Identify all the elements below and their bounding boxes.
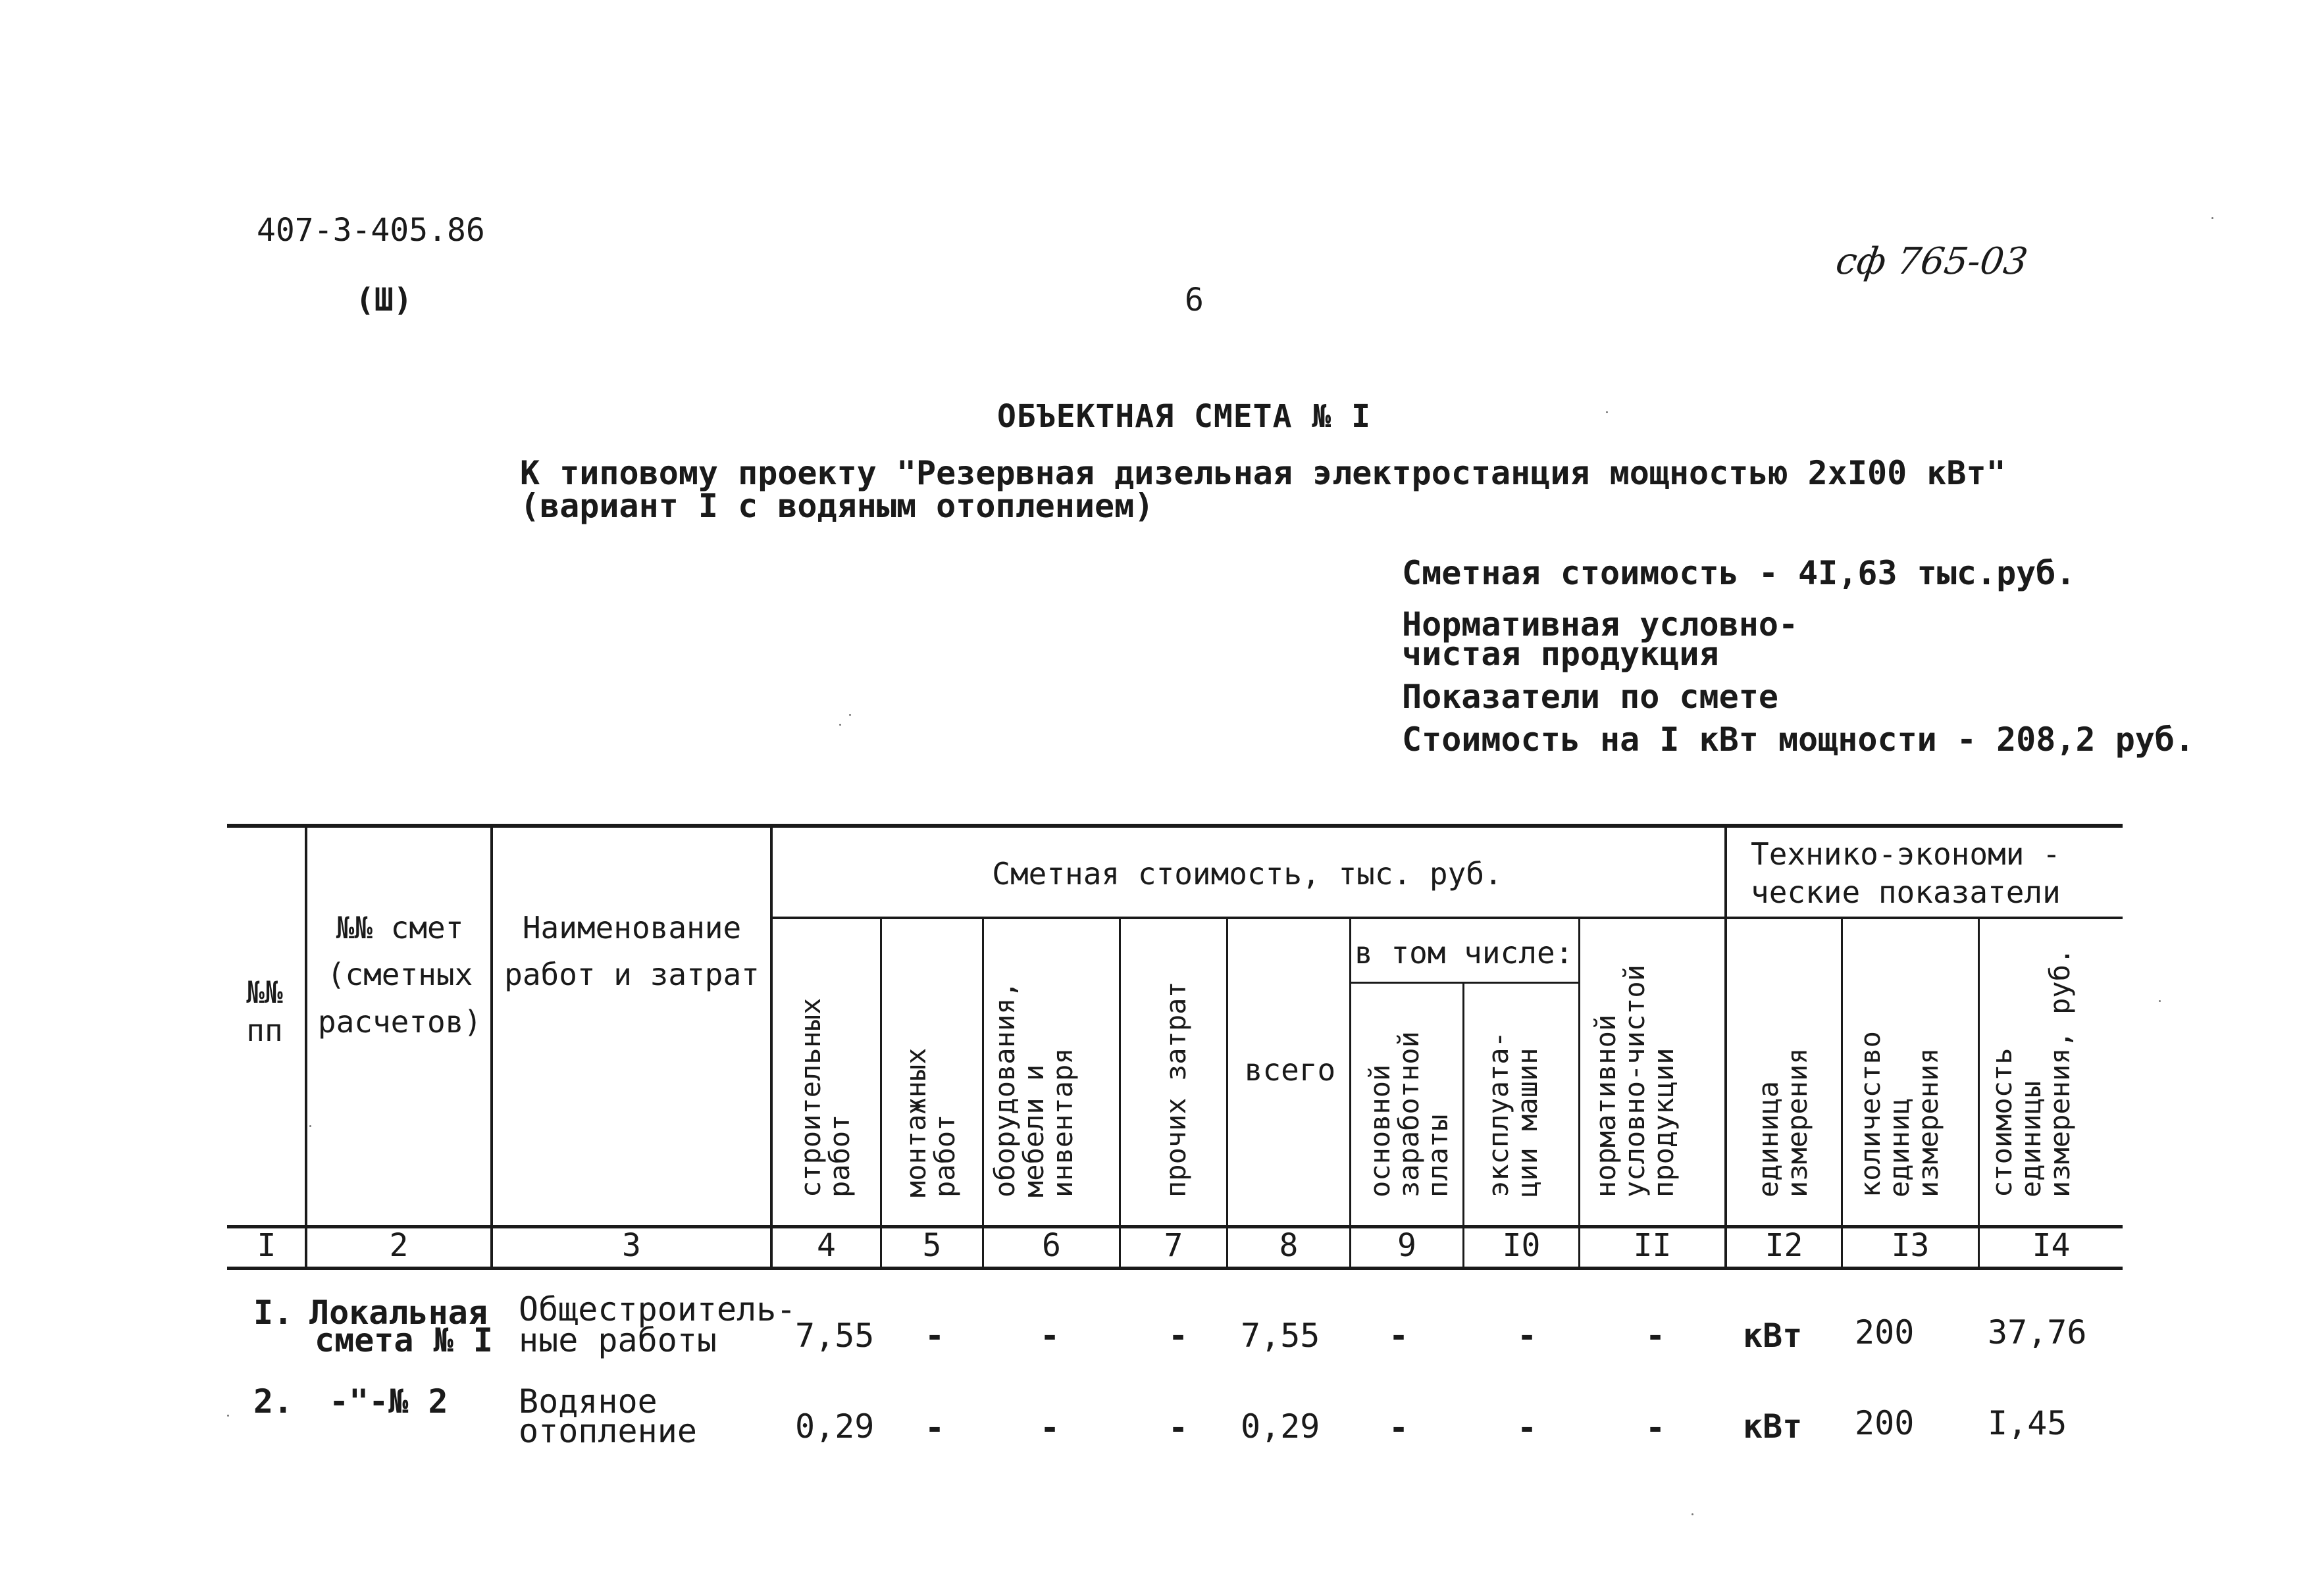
document-title: ОБЪЕКТНАЯ СМЕТА № I: [997, 398, 1372, 435]
equipment-cost: -: [1040, 1409, 1060, 1447]
installation-cost: -: [925, 1409, 945, 1447]
unit-cost: 37,76: [1988, 1313, 2087, 1351]
col-divider: [1578, 918, 1580, 1269]
construction-cost: 7,55: [795, 1317, 875, 1355]
total-cost: 0,29: [1241, 1407, 1320, 1446]
col-divider: [1462, 982, 1464, 1269]
other-cost: -: [1168, 1317, 1189, 1355]
document-code: 407-3-405.86: [257, 212, 485, 249]
col-divider: [1724, 824, 1727, 1269]
unit: кВт: [1743, 1407, 1803, 1446]
header-machine-operation: эксплуата- ции машин: [1482, 1031, 1544, 1198]
header-tech-econ-group: Технико-экономи - ческие показатели: [1751, 836, 2061, 910]
scan-speck: [1606, 411, 1608, 413]
column-number: I4: [2032, 1227, 2071, 1264]
installation-cost: -: [925, 1317, 945, 1355]
col-divider: [1841, 918, 1843, 1269]
machine-operation: -: [1517, 1317, 1537, 1355]
row-number: 2.: [253, 1382, 294, 1421]
header-unit: единица измерения: [1752, 1047, 1814, 1198]
unit-count: 200: [1855, 1404, 1915, 1442]
subtitle-line-1: К типовому проекту "Резервная дизельная электростанция мощностью 2хI00 кВт": [520, 454, 2006, 492]
scan-speck: [2159, 1000, 2161, 1002]
col-divider: [1978, 918, 1980, 1269]
header-construction-works: строительных работ: [794, 997, 856, 1198]
estimated-cost: Сметная стоимость - 4I,63 тыс.руб.: [1402, 554, 2076, 592]
normative-product-line-2: чистая продукция: [1402, 635, 1719, 673]
column-number: 7: [1164, 1227, 1183, 1264]
estimate-ref-line-1: Локальная: [309, 1294, 488, 1332]
cost-per-kw: Стоимость на I кВт мощности - 208,2 руб.: [1402, 720, 2195, 759]
col-divider: [1226, 918, 1228, 1269]
column-number: I0: [1502, 1227, 1541, 1264]
indicators-label: Показатели по смете: [1402, 678, 1778, 716]
row-number: I.: [253, 1294, 294, 1332]
column-number: 2: [389, 1227, 409, 1264]
handwritten-code: сф 765-03: [1833, 240, 2030, 283]
scan-speck: [839, 724, 841, 726]
unit: кВт: [1743, 1317, 1803, 1355]
estimate-ref-line-2: смета № I: [315, 1321, 493, 1359]
col-divider: [1349, 918, 1351, 1269]
subtitle-line-2: (вариант I с водяным отоплением): [520, 487, 1154, 525]
machine-operation: -: [1517, 1409, 1537, 1447]
estimate-ref-line-1: -"-№ 2: [329, 1382, 448, 1421]
group-header-rule: [771, 917, 2123, 919]
header-work-name: Наименование работ и затрат: [504, 910, 760, 993]
construction-cost: 0,29: [795, 1407, 875, 1446]
unit-count: 200: [1855, 1313, 1915, 1351]
column-number: I2: [1765, 1227, 1803, 1264]
other-cost: -: [1168, 1409, 1189, 1447]
header-unit-count: количество единиц измерения: [1854, 1031, 1945, 1198]
scan-speck: [227, 1415, 229, 1417]
header-normative-product: нормативной условно-чистой продукции: [1589, 964, 1680, 1198]
col-divider: [305, 824, 307, 1269]
work-name-line-2: отопление: [519, 1412, 697, 1450]
numbers-bottom-rule: [227, 1267, 2123, 1270]
column-number: I3: [1891, 1227, 1930, 1264]
col-divider: [1119, 918, 1121, 1269]
work-name-line-1: Общестроитель-: [519, 1290, 796, 1328]
header-base-salary: основной заработной платы: [1364, 1031, 1455, 1198]
base-salary: -: [1389, 1317, 1409, 1355]
scan-speck: [309, 1125, 311, 1127]
column-number: 6: [1042, 1227, 1061, 1264]
column-number: 3: [622, 1227, 641, 1264]
unit-cost: I,45: [1988, 1404, 2067, 1442]
col-divider: [982, 918, 984, 1269]
column-number: 9: [1397, 1227, 1416, 1264]
col-divider: [770, 824, 773, 1269]
total-cost: 7,55: [1241, 1317, 1320, 1355]
column-number: II: [1633, 1227, 1672, 1264]
header-unit-cost: стоимость единицы измерения, руб.: [1986, 947, 2077, 1198]
column-number: 5: [922, 1227, 942, 1264]
normative-product-line-1: Нормативная условно-: [1402, 605, 1799, 643]
header-estimated-cost-group: Сметная стоимость, тыс. руб.: [992, 856, 1503, 892]
table-top-rule: [227, 824, 2123, 828]
column-number: I: [257, 1227, 276, 1264]
col-divider: [880, 918, 882, 1269]
scan-speck: [2211, 217, 2213, 219]
equipment-cost: -: [1040, 1317, 1060, 1355]
header-installation-works: монтажных работ: [900, 1047, 962, 1198]
base-salary: -: [1389, 1409, 1409, 1447]
scan-speck: [849, 714, 851, 716]
normative-product: -: [1645, 1409, 1666, 1447]
header-equipment: оборудования, мебели и инвентаря: [989, 981, 1079, 1198]
header-including: в том числе:: [1355, 935, 1574, 971]
scan-speck: [1691, 1513, 1693, 1515]
col-divider: [490, 824, 493, 1269]
page-number: 6: [1185, 282, 1204, 318]
work-name-line-2: ные работы: [519, 1321, 717, 1359]
column-number: 4: [817, 1227, 836, 1264]
column-number: 8: [1279, 1227, 1299, 1264]
work-name-line-1: Водяное: [519, 1382, 658, 1421]
header-estimate-number: №№ смет (сметных расчетов): [317, 910, 482, 1040]
header-row-number: №№ пп: [246, 974, 283, 1048]
normative-product: -: [1645, 1317, 1666, 1355]
sheet-mark: (Ш): [355, 282, 413, 318]
header-total: всего: [1244, 1052, 1336, 1088]
header-other-costs: прочих затрат: [1160, 981, 1192, 1198]
